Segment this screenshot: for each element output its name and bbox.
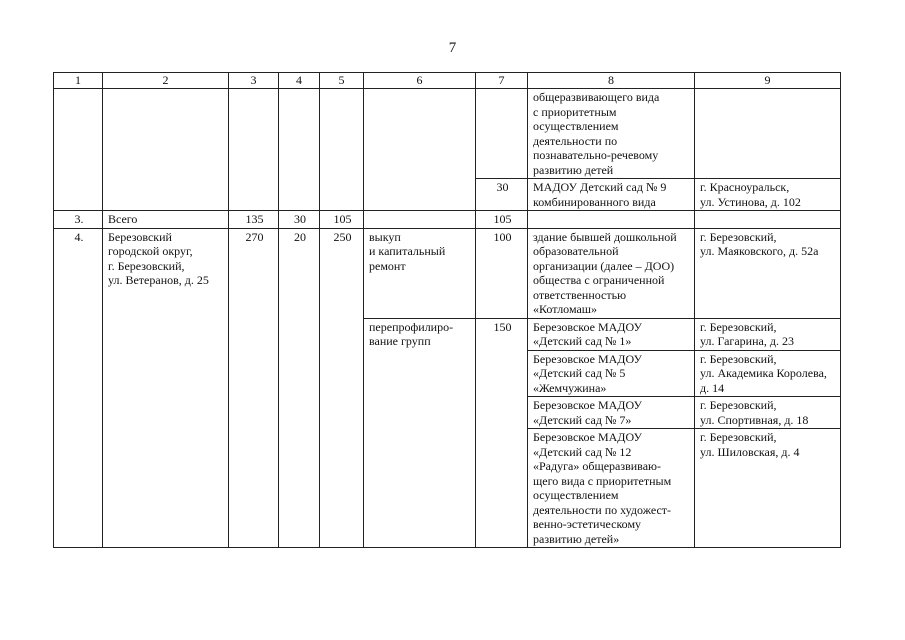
- facilities-table: [53, 72, 841, 548]
- cell-places-col5: 105: [320, 211, 364, 229]
- cell-address: г. Березовский, ул. Шиловская, д. 4: [695, 429, 841, 548]
- cell-institution: Березовское МАДОУ «Детский сад № 7»: [528, 397, 695, 429]
- cell-municipality: Всего: [103, 211, 229, 229]
- header-cell-9: 9: [695, 73, 841, 89]
- header-cell-5: 5: [320, 73, 364, 89]
- page-number: 7: [448, 40, 457, 56]
- cell-places: [476, 89, 528, 179]
- cell-institution: Березовское МАДОУ «Детский сад № 1»: [528, 318, 695, 350]
- cell-method: выкуп и капитальный ремонт: [364, 228, 476, 318]
- cell-method: перепрофилиро- вание групп: [364, 318, 476, 548]
- header-cell-3: 3: [229, 73, 279, 89]
- cell-item-number: 3.: [54, 211, 103, 229]
- header-cell-8: 8: [528, 73, 695, 89]
- cell-places: 100: [476, 228, 528, 318]
- cell-institution: общеразвивающего вида с приоритетным осуществлением деятельности по познавательно-речевому развитию детей: [528, 89, 695, 179]
- table-row-total: [54, 211, 841, 229]
- cell-places-col4: 20: [279, 228, 320, 548]
- cell-institution: Березовское МАДОУ «Детский сад № 5 «Жемчужина»: [528, 350, 695, 397]
- cell-places-col5: 250: [320, 228, 364, 548]
- cell-places: 150: [476, 318, 528, 548]
- cell-address: [695, 211, 841, 229]
- cell-address: [695, 89, 841, 179]
- cell-total-places: 270: [229, 228, 279, 548]
- table-row-item-4: [54, 228, 841, 318]
- header-row: [54, 73, 841, 89]
- cell-total-places: [229, 89, 279, 211]
- cell-institution: здание бывшей дошкольной образовательной организации (далее – ДОО) общества с ограниченной ответственностью «Котломаш»: [528, 228, 695, 318]
- cell-address: г. Березовский, ул. Академика Королева, д. 14: [695, 350, 841, 397]
- table-row-continuation: [54, 89, 841, 179]
- header-cell-1: 1: [54, 73, 103, 89]
- cell-institution: МАДОУ Детский сад № 9 комбинированного вида: [528, 179, 695, 211]
- cell-method: [364, 211, 476, 229]
- cell-places-col4: [279, 89, 320, 211]
- cell-method: [364, 89, 476, 211]
- cell-places: 30: [476, 179, 528, 211]
- cell-municipality: [103, 89, 229, 211]
- header-cell-2: 2: [103, 73, 229, 89]
- cell-total-places: 135: [229, 211, 279, 229]
- cell-item-number: 4.: [54, 228, 103, 548]
- cell-address: г. Красноуральск, ул. Устинова, д. 102: [695, 179, 841, 211]
- cell-places-col4: 30: [279, 211, 320, 229]
- header-cell-4: 4: [279, 73, 320, 89]
- cell-address: г. Березовский, ул. Гагарина, д. 23: [695, 318, 841, 350]
- cell-address: г. Березовский, ул. Спортивная, д. 18: [695, 397, 841, 429]
- cell-item-number: [54, 89, 103, 211]
- cell-address: г. Березовский, ул. Маяковского, д. 52а: [695, 228, 841, 318]
- cell-places: 105: [476, 211, 528, 229]
- header-cell-6: 6: [364, 73, 476, 89]
- header-cell-7: 7: [476, 73, 528, 89]
- cell-places-col5: [320, 89, 364, 211]
- cell-institution: [528, 211, 695, 229]
- cell-municipality: Березовский городской округ, г. Березовский, ул. Ветеранов, д. 25: [103, 228, 229, 548]
- cell-institution: Березовское МАДОУ «Детский сад № 12 «Радуга» общеразвиваю- щего вида с приоритетным осуществлением деятельности по художест- венно-эстетическому развитию детей»: [528, 429, 695, 548]
